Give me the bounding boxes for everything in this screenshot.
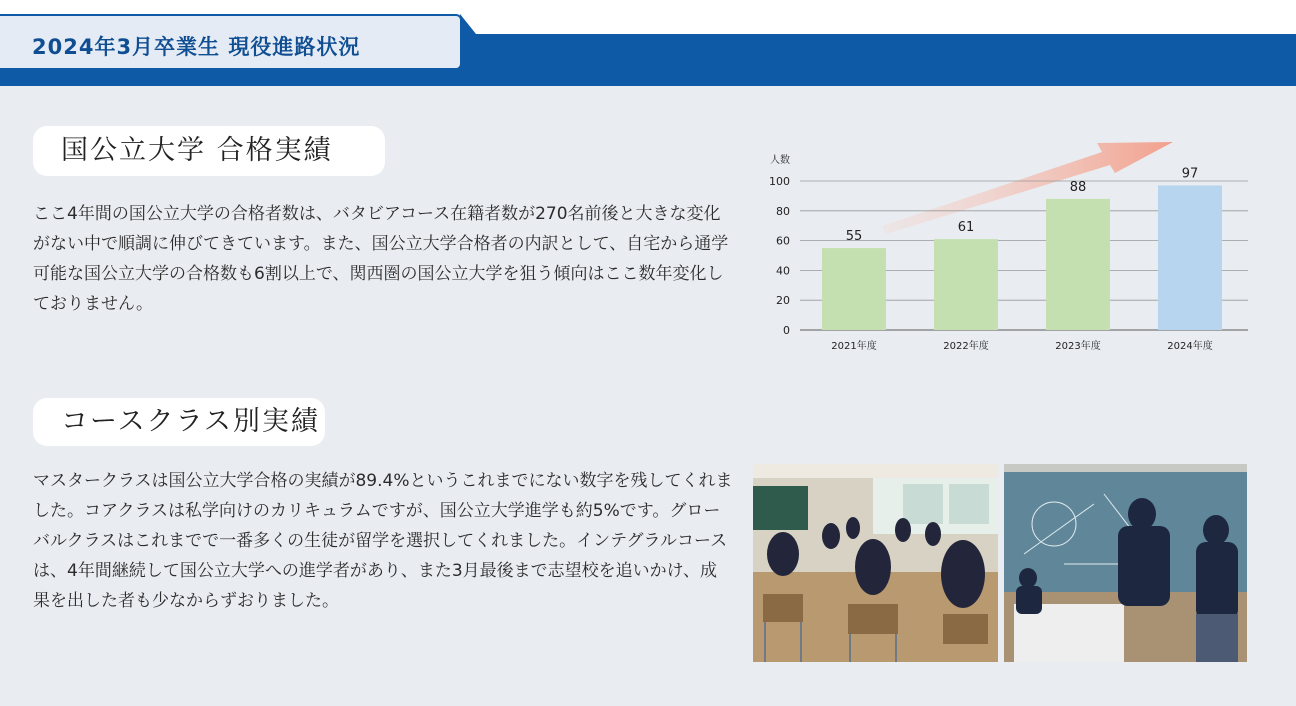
- x-tick-label: 2023年度: [1055, 341, 1101, 352]
- bar: [822, 248, 886, 330]
- section-title-course-class: コースクラス別実績: [33, 398, 325, 446]
- bar: [934, 239, 998, 330]
- data-label: 88: [1069, 179, 1087, 195]
- blackboard-lesson-photo: [1004, 464, 1247, 662]
- page-title: 2024年3月卒業生 現役進路状況: [32, 35, 361, 59]
- section-body-national-universities: ここ4年間の国公立大学の合格者数は、バタビアコース在籍者数が270名前後と大きな変化がない中で順調に伸びてきています。また、国公立大学合格者の内訳として、自宅から通学可能な国公立大学の合格数も6割以上で、関西圏の国公立大学を狙う傾向はここ数年変化しておりません。: [33, 204, 729, 314]
- section-body-course-class: マスタークラスは国公立大学合格の実績が89.4%というこれまでにない数字を残してくれました。コアクラスは私学向けのカリキュラムですが、国公立大学進学も約5%です。グローバルクラスはこれまでで一番多くの生徒が留学を選択してくれました。インテグラルコースは、4年間継続して国公立大学への進学者があり、また3月最後まで志望校を追いかけ、成果を出した者も少なからずおりました。: [33, 471, 733, 611]
- bar: [1158, 185, 1222, 330]
- data-label: 55: [845, 229, 863, 245]
- data-label: 97: [1181, 166, 1199, 182]
- header-tab-notch: [460, 14, 476, 34]
- x-tick-label: 2021年度: [831, 341, 877, 352]
- y-axis-label: 人数: [770, 155, 790, 166]
- x-tick-label: 2024年度: [1167, 341, 1213, 352]
- y-tick-label: 80: [776, 204, 790, 218]
- trend-arrow: [882, 142, 1173, 234]
- bar: [1046, 199, 1110, 330]
- y-tick-label: 100: [769, 175, 790, 188]
- classroom-discussion-photo: [753, 464, 998, 662]
- y-tick-label: 60: [776, 234, 790, 248]
- x-tick-label: 2022年度: [943, 341, 989, 352]
- y-tick-label: 20: [776, 294, 790, 308]
- pass-count-chart: [764, 134, 1264, 364]
- y-tick-label: 0: [783, 324, 790, 337]
- section-title-national-universities: 国公立大学 合格実績: [33, 126, 385, 176]
- data-label: 61: [957, 220, 975, 236]
- y-tick-label: 40: [776, 264, 790, 278]
